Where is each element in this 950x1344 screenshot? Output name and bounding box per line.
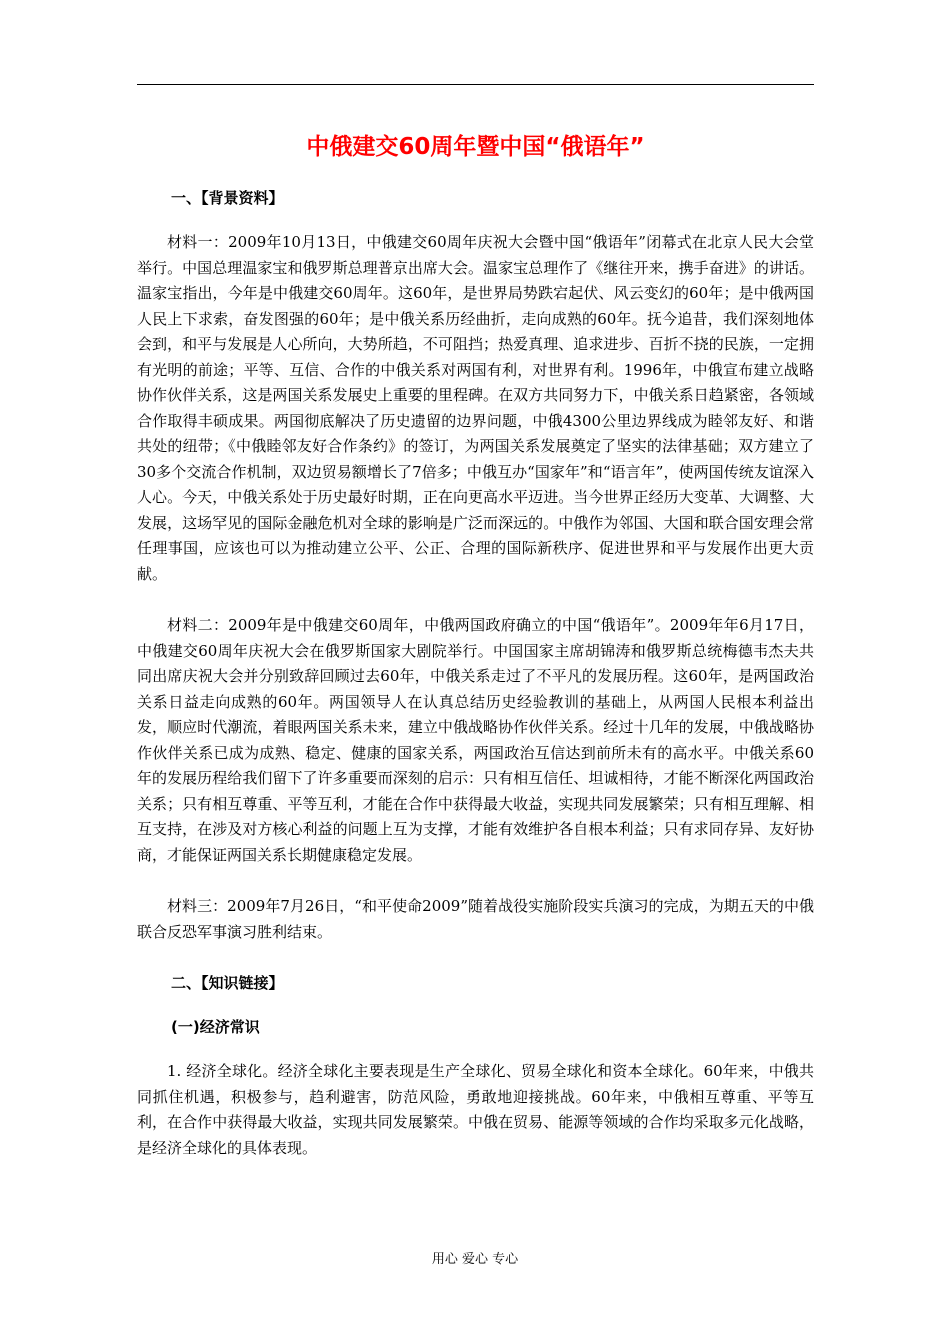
section-heading-knowledge: 二、【知识链接】 [171, 974, 284, 992]
material-paragraph-3: 材料三：2009年7月26日，“和平使命2009”随着战役实施阶段实兵演习的完成，为期五天的中俄联合反恐军事演习胜利结束。 [137, 897, 814, 941]
page-footer: 用心 爱心 专心 [431, 1252, 519, 1267]
header-rule [137, 84, 814, 85]
document-body [137, 130, 814, 1187]
subsection-heading-economics: (一)经济常识 [171, 1018, 260, 1036]
document-title: 中俄建交60周年暨中国“俄语年” [306, 134, 645, 160]
material-paragraph-1: 材料一：2009年10月13日，中俄建交60周年庆祝大会暨中国“俄语年”闭幕式在北京人民大会堂举行。中国总理温家宝和俄罗斯总理普京出席大会。温家宝总理作了《继往开来，携手奋进》的讲话。温家宝指出，今年是中俄建交60周年。这60年，是世界局势跌宕起伏、风云变幻的60年；是中俄两国人民上下求索，奋发图强的60年；是中俄关系历经曲折，走向成熟的60年。抚今追昔，我们深刻地体会到，和平与发展是人心所向，大势所趋，不可阻挡；热爱真理、追求进步、百折不挠的民族，一定拥有光明的前途；平等、互信、合作的中俄关系对两国有利，对世界有利。1996年，中俄宣布建立战略协作伙伴关系，这是两国关系发展史上重要的里程碑。在双方共同努力下，中俄关系日趋紧密，各领域合作取得丰硕成果。两国彻底解决了历史遗留的边界问题，中俄4300公里边界线成为睦邻友好、和谐共处的纽带；《中俄睦邻友好合作条约》的签订，为两国关系发展奠定了坚实的法律基础；双方建立了30多个交流合作机制，双边贸易额增长了7倍多；中俄互办“国家年”和“语言年”，使两国传统友谊深入人心。今天，中俄关系处于历史最好时期，正在向更高水平迈进。当今世界正经历大变革、大调整、大发展，这场罕见的国际金融危机对全球的影响是广泛而深远的。中俄作为邻国、大国和联合国安理会常任理事国，应该也可以为推动建立公平、公正、合理的国际新秩序、促进世界和平与发展作出更大贡献。 [137, 233, 814, 583]
section-heading-background: 一、【背景资料】 [171, 189, 284, 207]
material-paragraph-2: 材料二：2009年是中俄建交60周年，中俄两国政府确立的中国“俄语年”。2009年年6月17日，中俄建交60周年庆祝大会在俄罗斯国家大剧院举行。中国国家主席胡锦涛和俄罗斯总统梅德韦杰夫共同出席庆祝大会并分别致辞回顾过去60年，中俄关系走过了不平凡的发展历程。这60年，是两国政治关系日益走向成熟的60年。两国领导人在认真总结历史经验教训的基础上，从两国人民根本利益出发，顺应时代潮流，着眼两国关系未来，建立中俄战略协作伙伴关系。经过十几年的发展，中俄战略协作伙伴关系已成为成熟、稳定、健康的国家关系，两国政治互信达到前所未有的高水平。中俄关系60年的发展历程给我们留下了许多重要而深刻的启示：只有相互信任、坦诚相待，才能不断深化两国政治关系；只有相互尊重、平等互利，才能在合作中获得最大收益，实现共同发展繁荣；只有相互理解、相互支持，在涉及对方核心利益的问题上互为支撑，才能有效维护各自根本利益；只有求同存异、友好协商，才能保证两国关系长期健康稳定发展。 [137, 616, 814, 864]
knowledge-paragraph-1: 1. 经济全球化。经济全球化主要表现是生产全球化、贸易全球化和资本全球化。60年来，中俄共同抓住机遇，积极参与，趋利避害，防范风险，勇敢地迎接挑战。60年来，中俄相互尊重、平等互利，在合作中获得最大收益，实现共同发展繁荣。中俄在贸易、能源等领域的合作均采取多元化战略，是经济全球化的具体表现。 [137, 1062, 814, 1157]
